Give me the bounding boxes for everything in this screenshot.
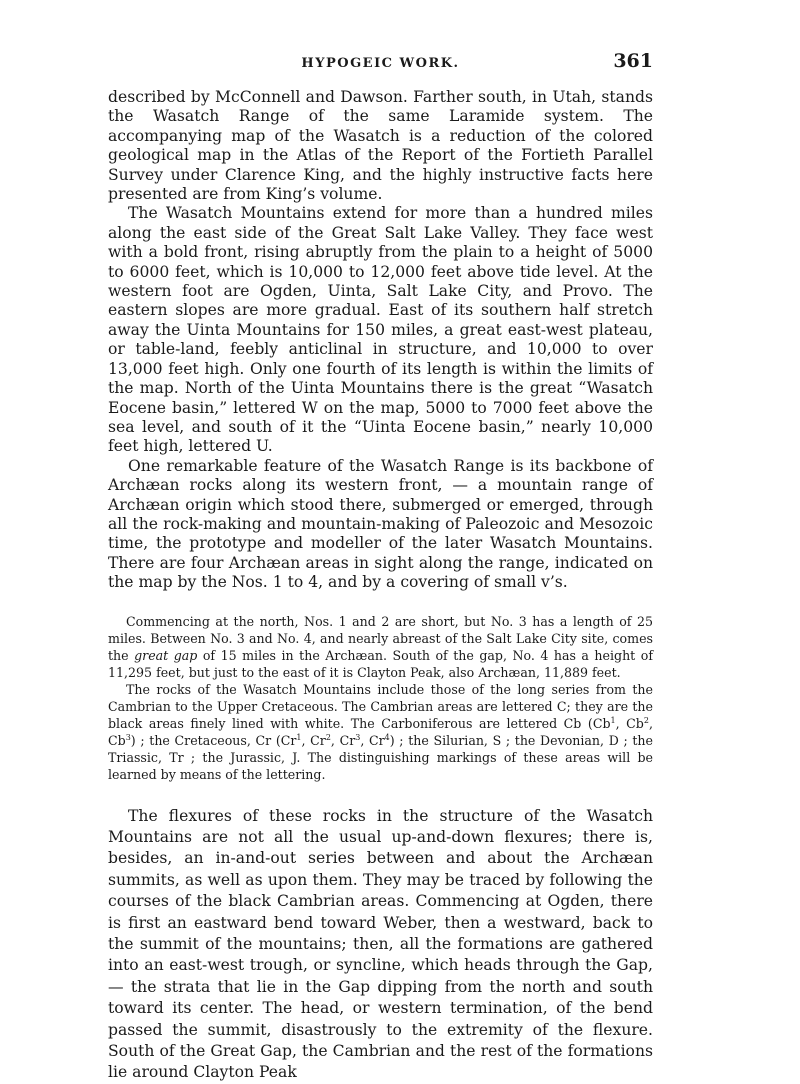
- superscript: 4: [384, 732, 390, 742]
- note-2-text-h: ) ; the Silurian, S ; the Devonian, D ; the Triassic, Tr ; the Jurassic, J. The distinguishing markings of these areas will be learned by means of the lettering.: [108, 732, 653, 782]
- note-2-text-d: ) ; the Cretaceous, Cr (Cr: [130, 732, 297, 748]
- superscript: 3: [125, 732, 131, 742]
- page-number: 361: [613, 50, 653, 72]
- page-header: [108, 50, 653, 80]
- main-text: [108, 88, 653, 593]
- note-2-text-e: , Cr: [301, 732, 326, 748]
- note-2-text-a: The rocks of the Wasatch Mountains include those of the long series from the Cambrian to the Upper Cretaceous. The Cambrian areas are lettered C; they are the black areas finely lined with white. The Carboniferous are lettered Cb (Cb: [108, 681, 653, 731]
- note-1-text-a: Commencing at the north, Nos. 1 and 2 are short, but No. 3 has a length of 25 miles. Between No. 3 and No. 4, and nearly abreast of the Salt Lake City site, comes the: [108, 613, 653, 663]
- note-1-emphasis: great gap: [134, 647, 198, 663]
- superscript: 1: [296, 732, 302, 742]
- running-head: HYPOGEIC WORK.: [301, 56, 460, 71]
- note-2-text-f: , Cr: [330, 732, 356, 748]
- paragraph-2: The Wasatch Mountains extend for more than a hundred miles along the east side of the Great Salt Lake Valley. They face west with a bold front, rising abruptly from the plain to a height of 5000 to 6000 feet, which is 10,000 to 12,000 feet above tide level. At the western foot are Ogden, Uinta, Salt Lake City, and Provo. The eastern slopes are more gradual. East of its southern half stretch away the Uinta Mountains for 150 miles, a great east-west plateau, or table-land, feebly anticlinal in structure, and 10,000 to over 13,000 feet high. Only one fourth of its length is within the limits of the map. North of the Uinta Mountains there is the great “Wasatch Eocene basin,” lettered W on the map, 5000 to 7000 feet above the sea level, and south of it the “Uinta Eocene basin,” nearly 10,000 feet high, lettered U.: [108, 204, 653, 456]
- note-1-text-b: of 15 miles in the Archæan. South of the gap, No. 4 has a height of 11,295 feet, but just to the east of it is Clayton Peak, also Archæan, 11,889 feet.: [108, 647, 653, 680]
- paragraph-4: The flexures of these rocks in the structure of the Wasatch Mountains are not all the usual up-and-down flexures; there is, besides, an in-and-out series between and about the Archæan summits, as well as upon them. They may be traced by following the courses of the black Cambrian areas. Commencing at Ogden, there is first an eastward bend toward Weber, then a westward, back to the summit of the mountains; then, all the formations are gathered into an east-west trough, or syncline, which heads through the Gap, — the strata that lie in the Gap dipping from the north and south toward its center. The head, or western termination, of the bend passed the summit, disastrously to the extremity of the flexure. South of the Great Gap, the Cambrian and the rest of the formations lie around Clayton Peak: [108, 806, 653, 1082]
- note-2-text-g: , Cr: [360, 732, 385, 748]
- note-paragraph-2: [108, 681, 653, 783]
- small-print-note: [108, 613, 653, 783]
- note-2-text-c: , Cb: [108, 715, 653, 748]
- note-2-text-b: , Cb: [615, 715, 644, 731]
- superscript: 3: [355, 732, 361, 742]
- superscript: 2: [643, 715, 649, 725]
- paragraph-1: described by McConnell and Dawson. Farther south, in Utah, stands the Wasatch Range of the same Laramide system. The accompanying map of the Wasatch is a reduction of the colored geological map in the Atlas of the Report of the Fortieth Parallel Survey under Clarence King, and the highly instructive facts here presented are from King’s volume.: [108, 88, 653, 204]
- main-text-continued: [108, 806, 653, 1084]
- superscript: 1: [610, 715, 616, 725]
- note-paragraph-1: [108, 613, 653, 681]
- superscript: 2: [325, 732, 331, 742]
- book-page: [108, 50, 653, 1084]
- paragraph-3: One remarkable feature of the Wasatch Range is its backbone of Archæan rocks along its western front, — a mountain range of Archæan origin which stood there, submerged or emerged, through all the rock-making and mountain-making of Paleozoic and Mesozoic time, the prototype and modeller of the later Wasatch Mountains. There are four Archæan areas in sight along the range, indicated on the map by the Nos. 1 to 4, and by a covering of small v’s.: [108, 456, 653, 592]
